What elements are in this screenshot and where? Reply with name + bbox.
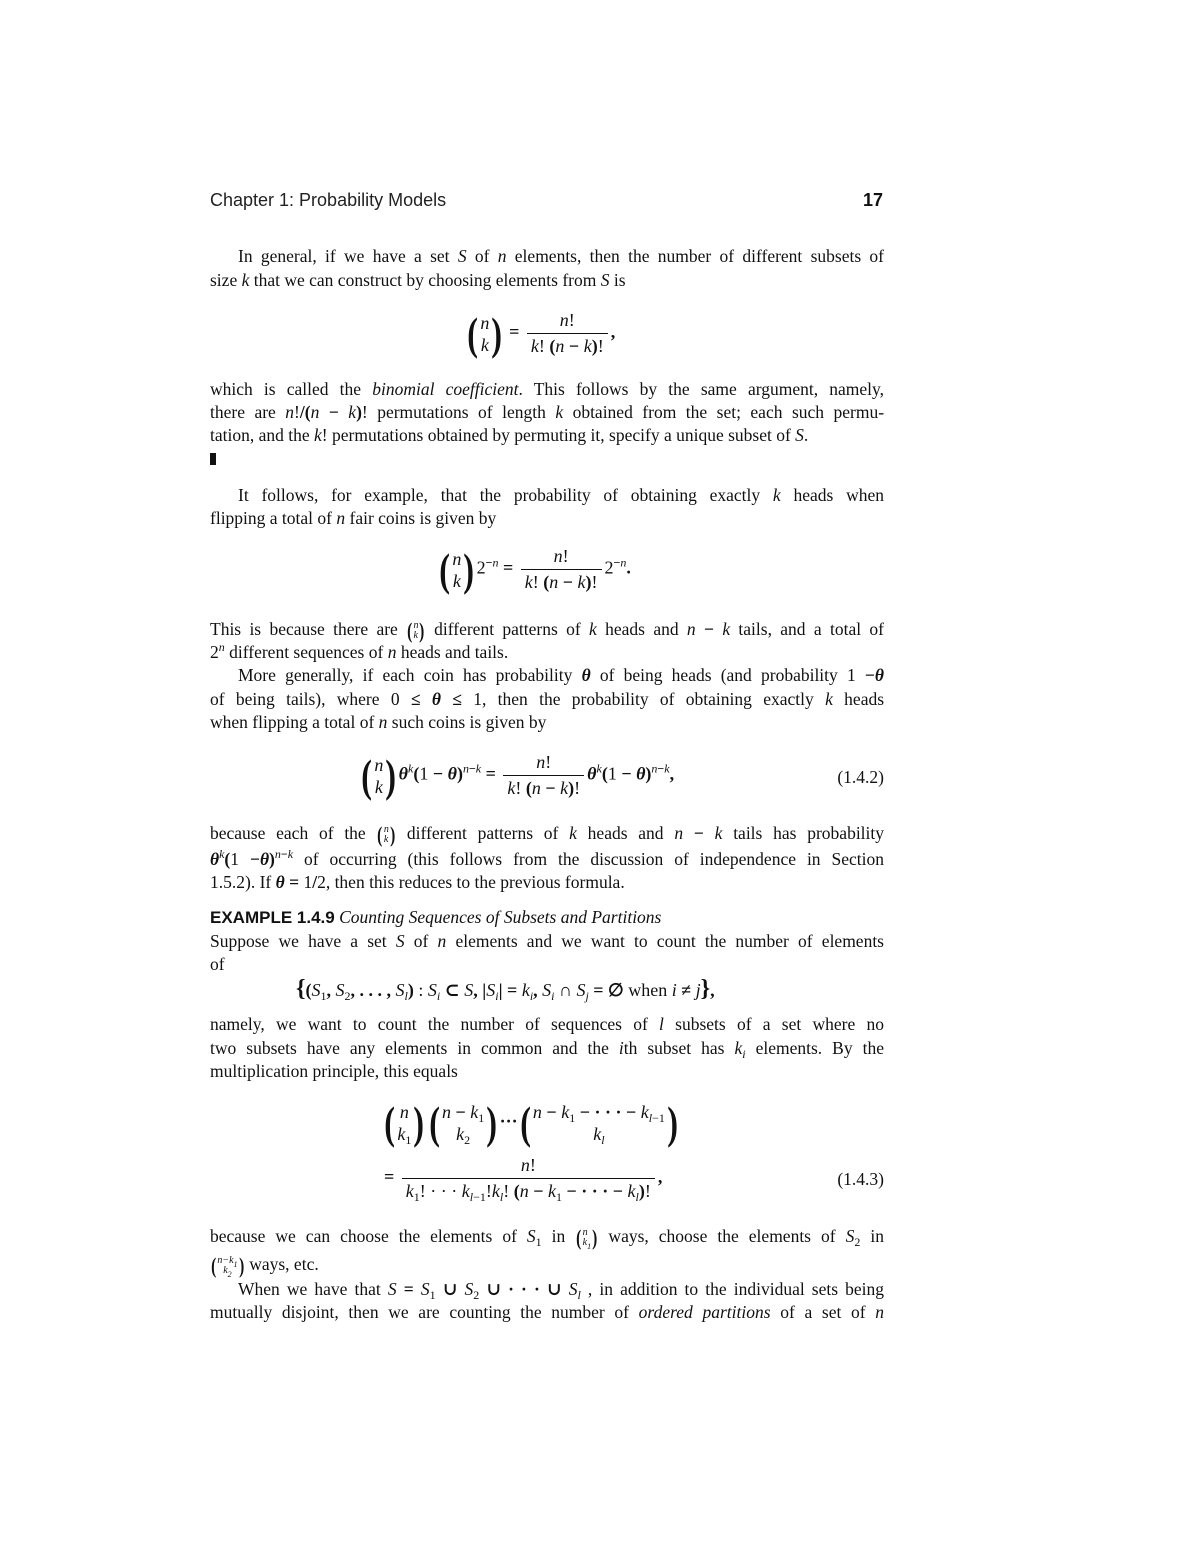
paragraph-line: because we can choose the elements of $S_1$ in ( n $k_1$ ) ways, choose the elements of $S_2$ in — [210, 1224, 884, 1251]
example-heading — [210, 906, 884, 929]
paragraph-line: This is because there are ( n k ) different patterns of k heads and n − k tails, and a total of — [210, 617, 884, 643]
product-of-binomials: ( n $k_1$ ) ( $n - k_1$ $k_2$ ) ··· ( $n - k_1$ − · · · − $k_{l-1}$ $k_l$ ) — [384, 1097, 678, 1148]
paragraph-line: More generally, if each coin has probability θ of being heads (and probability 1 −θ — [238, 665, 884, 685]
paragraph-line: because each of the ( n k ) different patterns of k heads and n − k tails has probability — [210, 821, 885, 847]
paragraph-line: there are n!/(n − k)! permutations of length k obtained from the set; each such permu- — [210, 402, 885, 422]
equation-number: (1.4.3) — [837, 1169, 884, 1189]
biased-coins-equation: ( n k ) $\theta^k(1 - \theta)^{n-k}$ = $\frac{n!}{k! (n - k)!}$ $\theta^k(1 - \theta)^{n-k}$, — [361, 749, 675, 801]
paragraph-line: when flipping a total of n such coins is given by — [210, 712, 547, 732]
paragraph-line: 1.5.2). If θ = 1/2, then this reduces to the previous formula. — [210, 872, 625, 892]
running-header-chapter: Chapter 1: Probability Models — [210, 190, 447, 210]
paragraph-line: tation, and the k! permutations obtained by permuting it, specify a unique subset of S. — [210, 425, 809, 445]
paragraph-line: of — [210, 954, 225, 974]
binomial-definition-equation: ( n k ) = $\frac{n!}{k! (n - k)!}$ , — [467, 307, 616, 359]
example-title: Counting Sequences of Subsets and Partitions — [339, 907, 662, 927]
paragraph-line: size k that we can construct by choosing elements from S is — [210, 270, 626, 290]
paragraph-line: two subsets have any elements in common and the ith subset has $k_i$ elements. By the — [210, 1038, 884, 1061]
paragraph-line: namely, we want to count the number of sequences of l subsets of a set where no — [210, 1014, 884, 1034]
end-of-proof-mark — [210, 453, 216, 465]
paragraph-line: 2$^n$ different sequences of n heads and tails. — [210, 640, 509, 662]
fair-coins-equation: ( n k ) $2^{-n}$ = $\frac{n!}{k! (n - k)!}$ $2^{-n}$. — [439, 543, 631, 595]
set-of-sequences-expression: {($S_1$, $S_2$, . . . , $S_l$) : $S_i$ ⊂ S, $|S_i| = k_i$, $S_i$ ∩ $S_j$ = ∅ when i ≠ j}, — [296, 976, 715, 1003]
paragraph-line: ( $n-k_1$ $k_2$ ) ways, etc. — [211, 1252, 319, 1279]
paragraph-line: It follows, for example, that the probability of obtaining exactly k heads when — [238, 485, 884, 505]
multinomial-equation: = $\frac{n!}{k_1! \cdot \cdot \cdot k_{l-1}!k_l! (n - k_1 - \cdot \cdot \cdot - k_l)!}$ , — [384, 1155, 663, 1204]
paragraph-line: of being tails), where 0 ≤ θ ≤ 1, then the probability of obtaining exactly k heads — [210, 689, 885, 709]
paragraph-line: which is called the binomial coefficient. This follows by the same argument, namely, — [210, 379, 884, 399]
paragraph-line: In general, if we have a set S of n elements, then the number of different subsets of — [238, 246, 885, 266]
paragraph-line: flipping a total of n fair coins is given by — [210, 508, 497, 528]
page-number: 17 — [862, 190, 883, 210]
paragraph-line: Suppose we have a set S of n elements and we want to count the number of elements — [210, 931, 884, 951]
term-ordered-partitions: ordered partitions — [638, 1302, 771, 1322]
equation-number: (1.4.2) — [837, 767, 884, 787]
paragraph-line: $\theta^k(1 -\theta)^{n-k}$ of occurring (this follows from the discussion of independence in Section — [210, 847, 885, 869]
paragraph-line: multiplication principle, this equals — [210, 1061, 458, 1081]
paragraph-line: When we have that $S = S_1$ ∪ $S_2$ ∪ · · · ∪ $S_l$ , in addition to the individual sets being — [238, 1279, 885, 1302]
example-label: EXAMPLE 1.4.9 — [210, 908, 335, 927]
term-binomial-coefficient: binomial coefficient — [372, 379, 519, 399]
paragraph-line: mutually disjoint, then we are counting the number of ordered partitions of a set of n — [210, 1302, 884, 1322]
